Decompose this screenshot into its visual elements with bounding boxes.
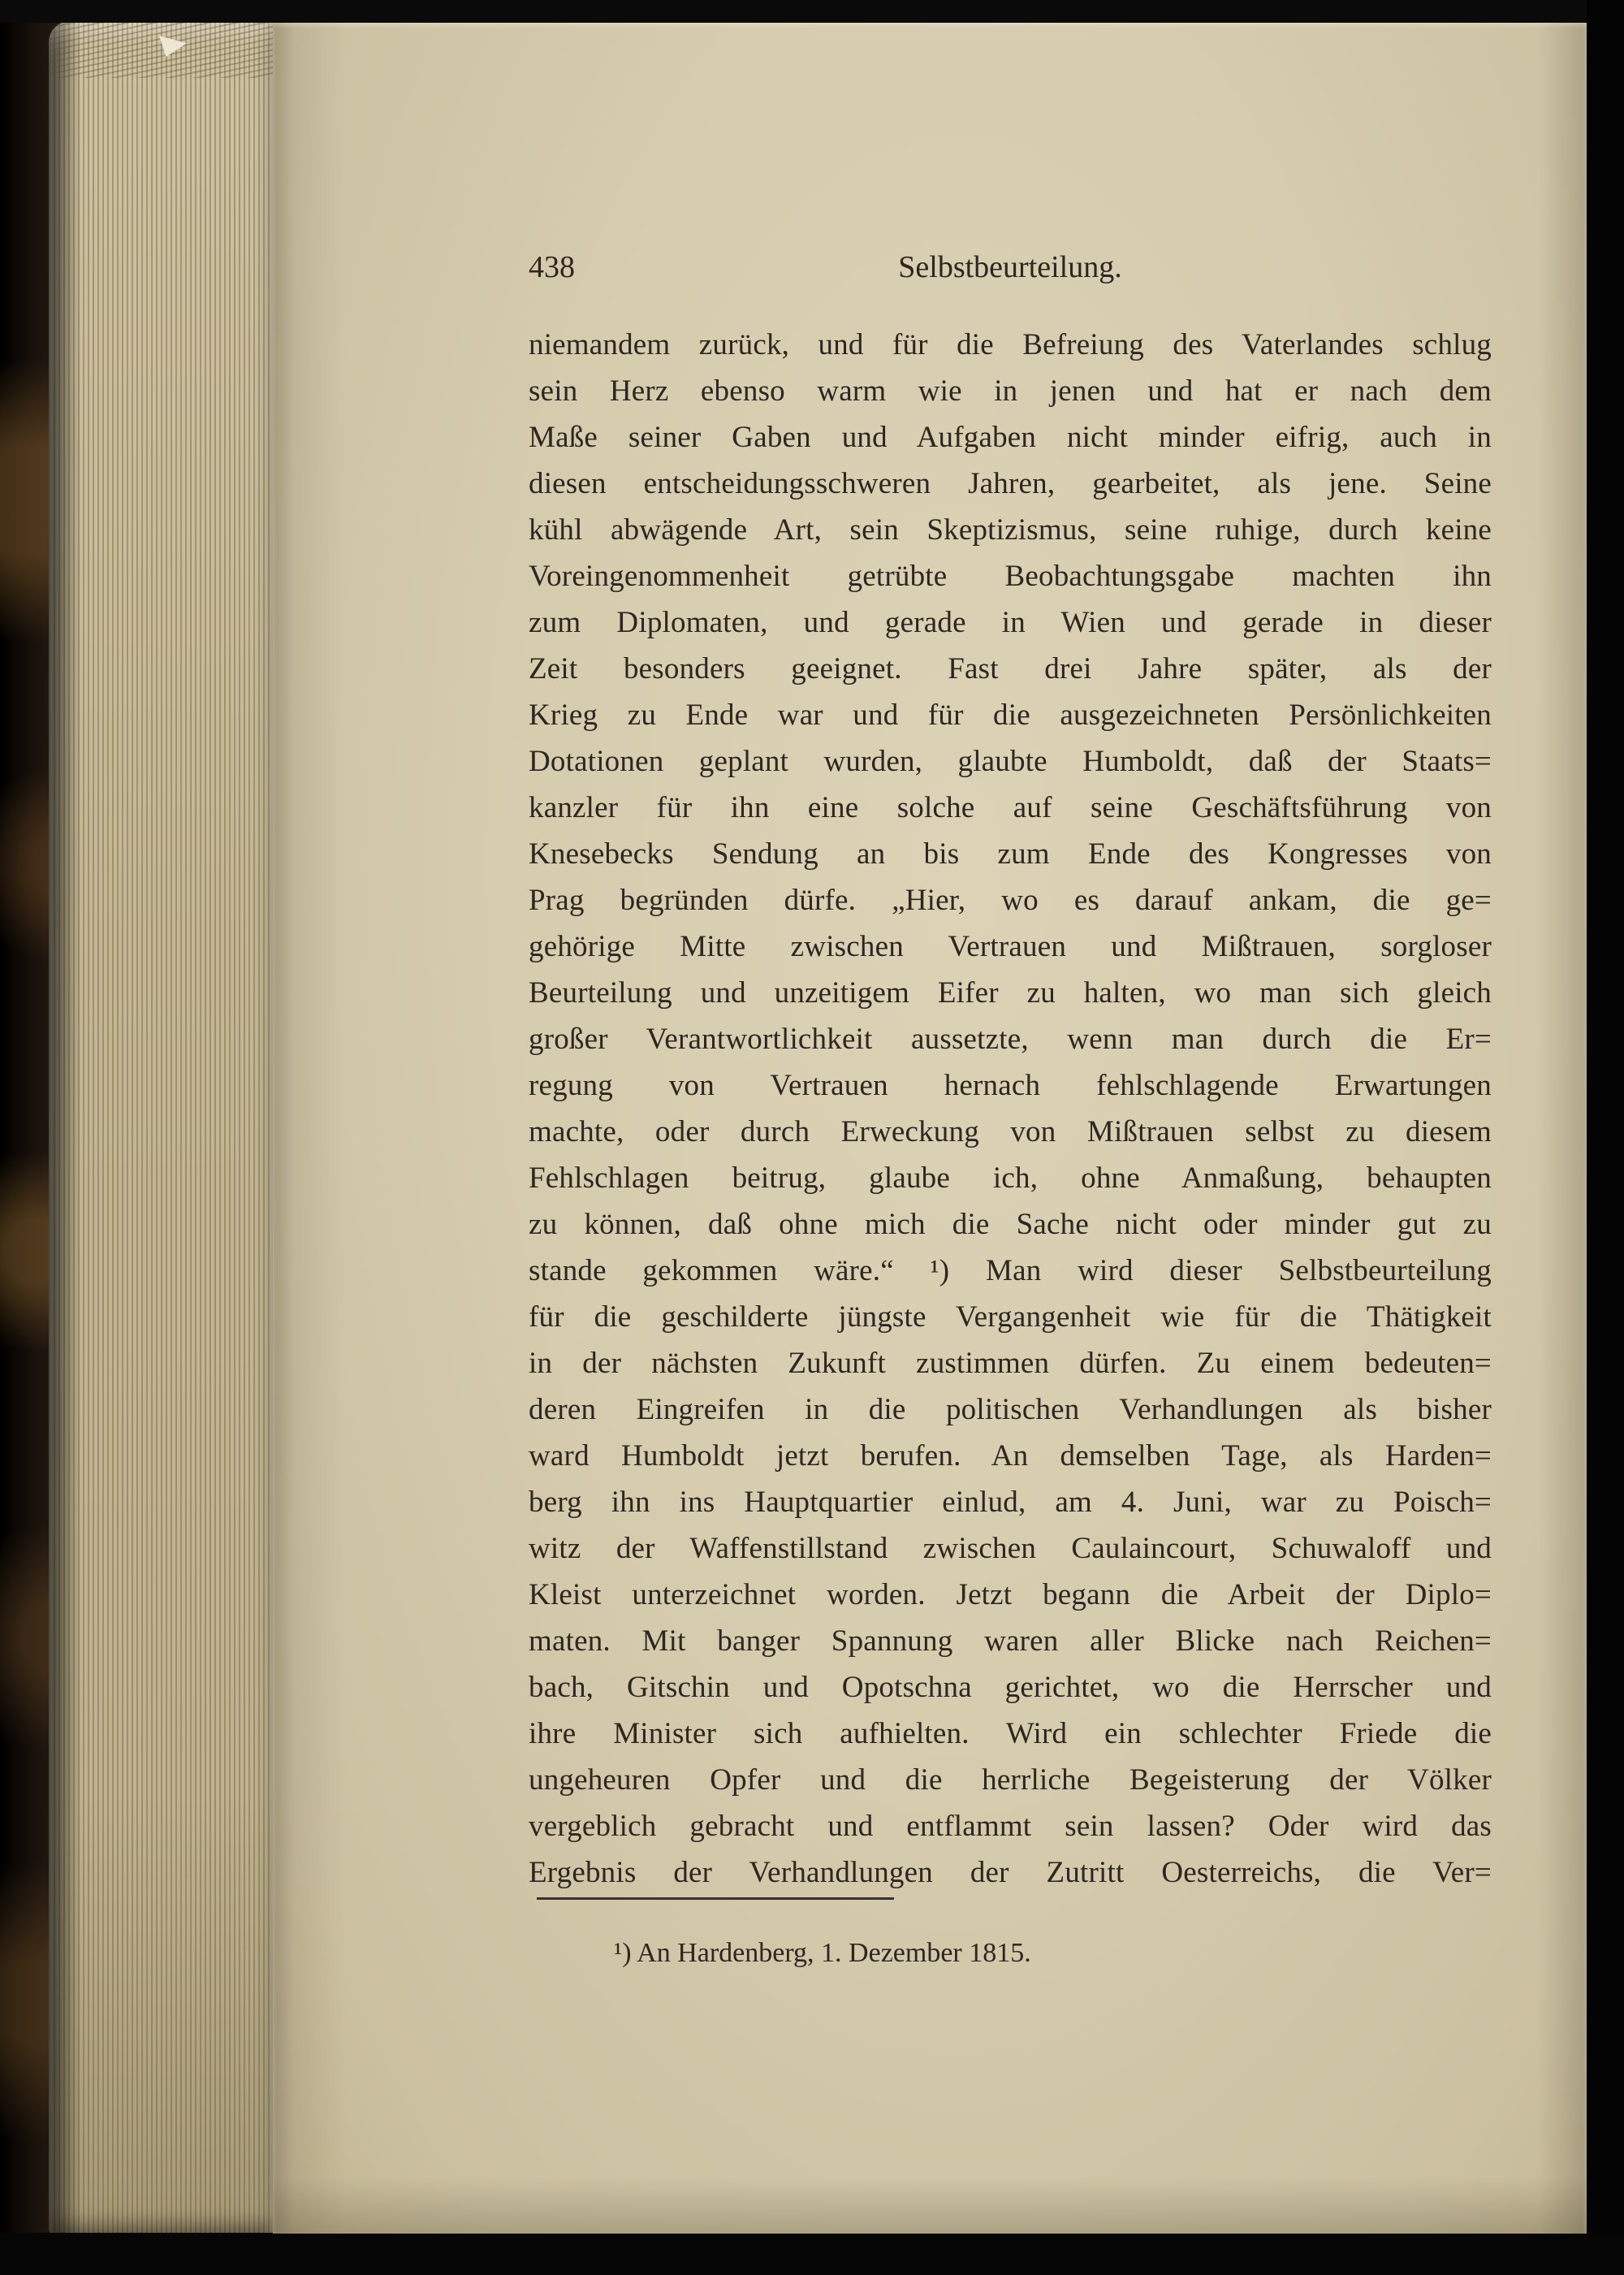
text-line: Beurteilung und unzeitigem Eifer zu halten, wo man sich gleich bbox=[529, 976, 1492, 1010]
text-line: ungeheuren Opfer und die herrliche Begeisterung der Völker bbox=[529, 1763, 1492, 1797]
photo-edge-top bbox=[0, 0, 1624, 23]
footnote-text: ¹) An Hardenberg, 1. Dezember 1815. bbox=[614, 1938, 1031, 1968]
text-line: maten. Mit banger Spannung waren aller Blicke nach Reichen= bbox=[529, 1624, 1492, 1658]
photo-edge-bottom bbox=[0, 2233, 1624, 2275]
text-line: vergeblich gebracht und entflammt sein lassen? Oder wird das bbox=[529, 1810, 1492, 1843]
text-line: Prag begründen dürfe. „Hier, wo es darauf ankam, die ge= bbox=[529, 884, 1492, 917]
text-line: Ergebnis der Verhandlungen der Zutritt Oesterreichs, die Ver= bbox=[529, 1856, 1492, 1889]
text-line: zum Diplomaten, und gerade in Wien und gerade in dieser bbox=[529, 606, 1492, 639]
running-head: Selbstbeurteilung. bbox=[898, 250, 1122, 284]
text-line: berg ihn ins Hauptquartier einlud, am 4. Juni, war zu Poisch= bbox=[529, 1486, 1492, 1519]
text-line: ward Humboldt jetzt berufen. An demselben Tage, als Harden= bbox=[529, 1439, 1492, 1473]
text-line: in der nächsten Zukunft zustimmen dürfen. Zu einem bedeuten= bbox=[529, 1347, 1492, 1380]
text-line: deren Eingreifen in die politischen Verhandlungen als bisher bbox=[529, 1393, 1492, 1426]
page-edge-stack bbox=[49, 21, 274, 2242]
text-line: diesen entscheidungsschweren Jahren, gearbeitet, als jene. Seine bbox=[529, 467, 1492, 500]
text-line: kanzler für ihn eine solche auf seine Geschäftsführung von bbox=[529, 791, 1492, 824]
text-line: Kleist unterzeichnet worden. Jetzt begann die Arbeit der Diplo= bbox=[529, 1578, 1492, 1611]
text-line: stande gekommen wäre.“ ¹) Man wird dieser Selbstbeurteilung bbox=[529, 1254, 1492, 1287]
text-block bbox=[529, 23, 1492, 2234]
text-line: sein Herz ebenso warm wie in jenen und hat er nach dem bbox=[529, 374, 1492, 408]
footnote-rule bbox=[537, 1897, 894, 1900]
page-header bbox=[529, 244, 1492, 291]
text-line: gehörige Mitte zwischen Vertrauen und Mißtrauen, sorgloser bbox=[529, 930, 1492, 963]
text-line: Krieg zu Ende war und für die ausgezeichneten Persönlichkeiten bbox=[529, 699, 1492, 732]
body-text bbox=[529, 322, 1492, 1896]
page-edge-fan bbox=[49, 21, 274, 78]
text-line: machte, oder durch Erweckung von Mißtrauen selbst zu diesem bbox=[529, 1115, 1492, 1148]
text-line: kühl abwägende Art, sein Skeptizismus, seine ruhige, durch keine bbox=[529, 513, 1492, 547]
text-line: ihre Minister sich aufhielten. Wird ein schlechter Friede die bbox=[529, 1717, 1492, 1750]
text-line: regung von Vertrauen hernach fehlschlagende Erwartungen bbox=[529, 1069, 1492, 1102]
text-line: Knesebecks Sendung an bis zum Ende des Kongresses von bbox=[529, 837, 1492, 871]
text-line: Zeit besonders geeignet. Fast drei Jahre später, als der bbox=[529, 652, 1492, 686]
text-line: großer Verantwortlichkeit aussetzte, wenn man durch die Er= bbox=[529, 1023, 1492, 1056]
page-number: 438 bbox=[529, 250, 575, 284]
text-line: Voreingenommenheit getrübte Beobachtungsgabe machten ihn bbox=[529, 560, 1492, 593]
photo-edge-right bbox=[1587, 0, 1624, 2275]
text-line: witz der Waffenstillstand zwischen Caulaincourt, Schuwaloff und bbox=[529, 1532, 1492, 1565]
text-line: Fehlschlagen beitrug, glaube ich, ohne Anmaßung, behaupten bbox=[529, 1161, 1492, 1195]
text-line: Dotationen geplant wurden, glaubte Humboldt, daß der Staats= bbox=[529, 745, 1492, 778]
text-line: für die geschilderte jüngste Vergangenheit wie für die Thätigkeit bbox=[529, 1300, 1492, 1334]
text-line: Maße seiner Gaben und Aufgaben nicht minder eifrig, auch in bbox=[529, 421, 1492, 454]
text-line: niemandem zurück, und für die Befreiung des Vaterlandes schlug bbox=[529, 328, 1492, 361]
text-line: bach, Gitschin und Opotschna gerichtet, wo die Herrscher und bbox=[529, 1671, 1492, 1704]
scanned-page bbox=[273, 23, 1587, 2234]
text-line: zu können, daß ohne mich die Sache nicht oder minder gut zu bbox=[529, 1208, 1492, 1241]
